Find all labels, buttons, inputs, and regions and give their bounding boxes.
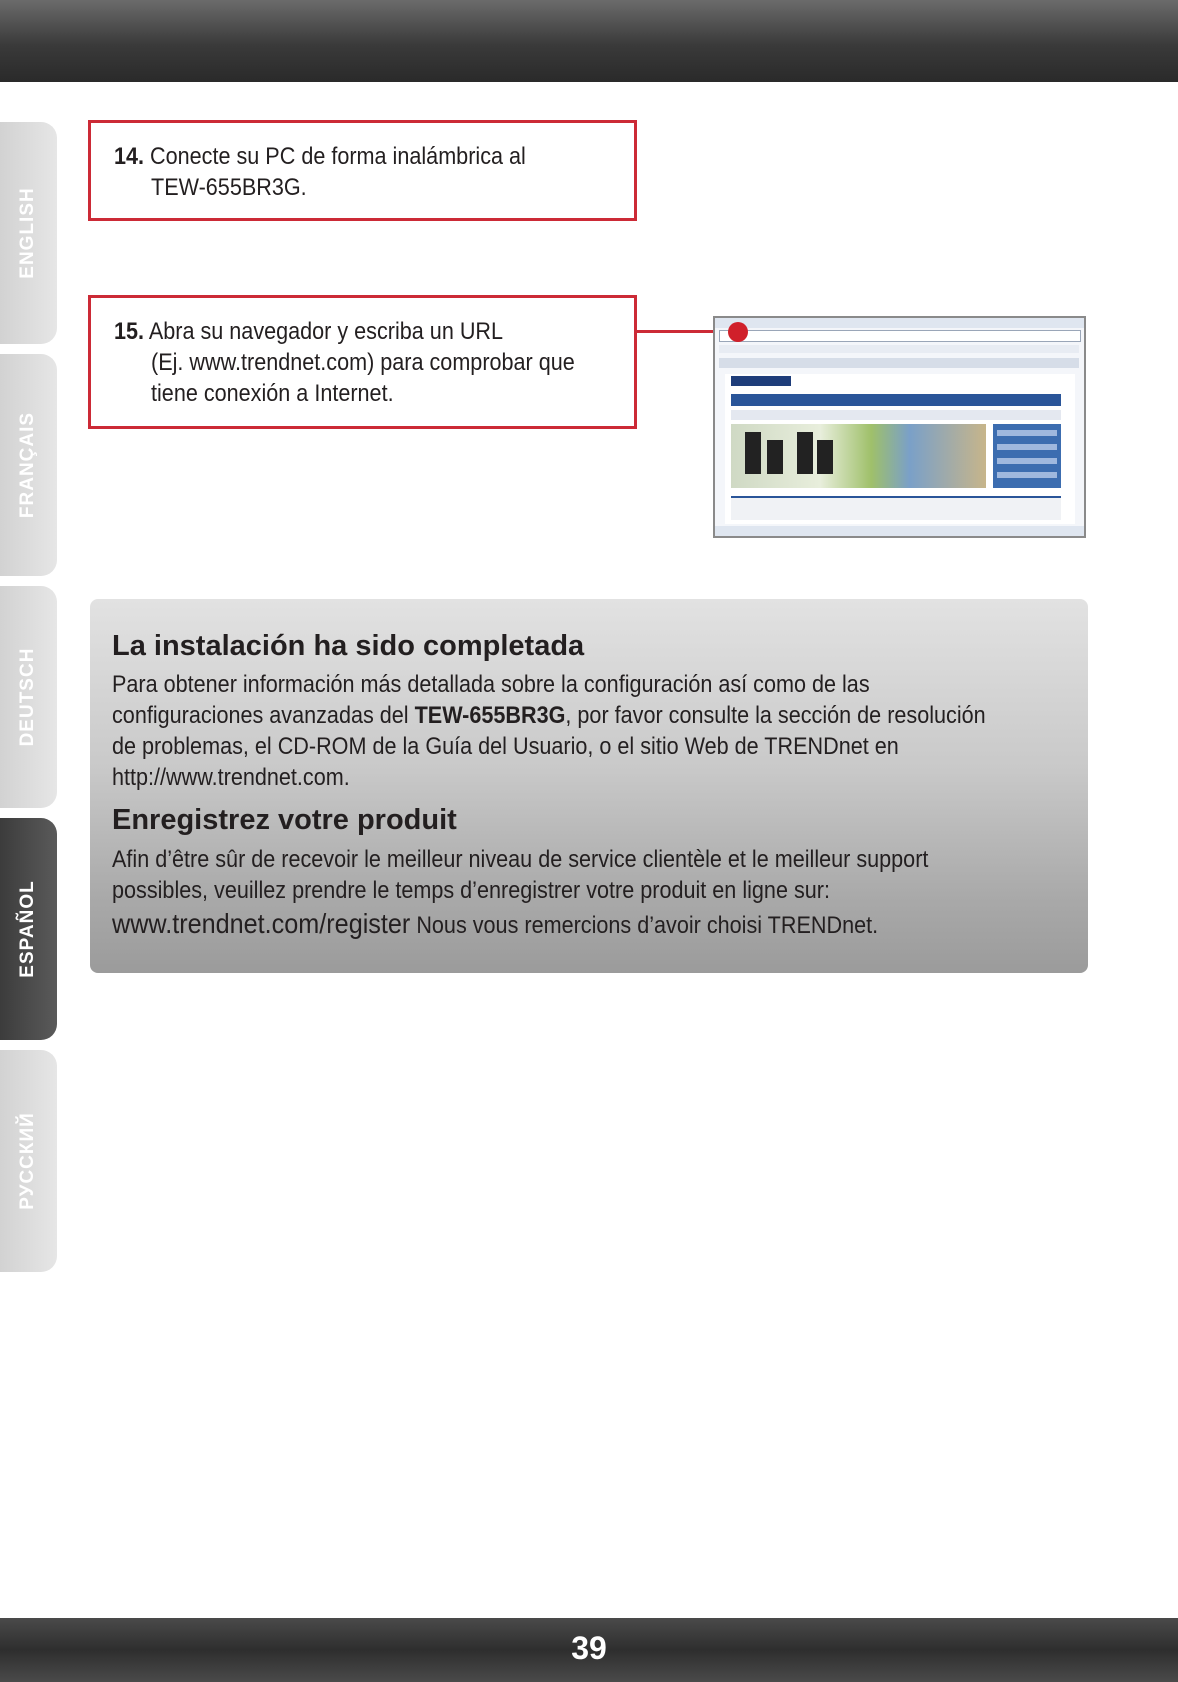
browser-titlebar	[715, 318, 1084, 328]
tab-francais[interactable]	[0, 354, 57, 576]
completion-info-box	[90, 599, 1088, 973]
step-14-text-1: Conecte su PC de forma inalámbrica al	[150, 143, 526, 170]
tab-russian[interactable]	[0, 1050, 57, 1272]
site-logo	[731, 376, 791, 386]
tab-deutsch[interactable]	[0, 586, 57, 808]
thanks-text: Nous vous remercions d’avoir choisi TRENDnet.	[410, 912, 879, 939]
step-14-line-1	[114, 141, 573, 172]
info-para1-url: http://www.trendnet.com.	[112, 764, 350, 791]
browser-screenshot	[713, 316, 1086, 538]
router-image	[745, 432, 761, 474]
info-para2-line2: possibles, veuillez prendre le temps d’enregistrer votre produit en ligne sur:	[112, 877, 830, 904]
tab-espanol[interactable]	[0, 818, 57, 1040]
site-search	[731, 410, 1061, 420]
browser-tab-bar	[719, 358, 1079, 368]
info-para1-line3: de problemas, el CD-ROM de la Guía del Usuario, o el sitio Web de TRENDnet en	[112, 733, 899, 760]
footer-bar	[0, 1618, 1178, 1682]
site-nav	[731, 394, 1061, 406]
step-15-line-2: (Ej. www.trendnet.com) para comprobar que	[151, 349, 575, 376]
step-15-text-1: Abra su navegador y escriba un URL	[148, 318, 504, 345]
router-image	[817, 440, 833, 474]
header-bar	[0, 0, 1178, 82]
tab-francais-label: FRANÇAIS	[17, 411, 38, 519]
info-para2-line1: Afin d’être sûr de recevoir le meilleur niveau de service clientèle et le meilleur support	[112, 846, 929, 873]
router-image	[767, 440, 783, 474]
tab-english[interactable]	[0, 122, 57, 344]
site-news-row	[731, 496, 1061, 520]
tab-espanol-label: ESPAÑOL	[17, 880, 38, 978]
step-15-number: 15.	[114, 318, 145, 345]
step-14-line-2: TEW-655BR3G.	[151, 174, 307, 201]
step-15-line-1	[114, 316, 573, 347]
tab-deutsch-label: DEUTSCH	[17, 647, 38, 747]
site-sidebar	[993, 424, 1061, 488]
register-link[interactable]: www.trendnet.com/register	[112, 908, 411, 939]
info-para1-line1: Para obtener información más detallada sobre la configuración así como de las	[112, 671, 870, 698]
browser-address-bar	[719, 330, 1081, 342]
page-number: 39	[571, 1630, 607, 1666]
step-15-box	[88, 295, 637, 429]
tab-russian-label: РУССКИЙ	[17, 1112, 38, 1210]
step-15-line-3: tiene conexión a Internet.	[151, 380, 394, 407]
info-para1-line2-post: , por favor consulte la sección de resolución	[565, 702, 986, 729]
tab-english-label: ENGLISH	[17, 187, 38, 279]
info-para2-line3	[112, 908, 878, 941]
info-para1-line2-pre: configuraciones avanzadas del	[112, 702, 415, 729]
browser-statusbar	[715, 526, 1084, 536]
register-title: Enregistrez votre produit	[112, 804, 457, 836]
info-para1-line2	[112, 700, 986, 731]
router-image	[797, 432, 813, 474]
browser-page-content	[725, 374, 1075, 524]
installation-complete-title: La instalación ha sido completada	[112, 630, 585, 662]
model-name: TEW-655BR3G	[414, 702, 566, 729]
step-14-number: 14.	[114, 143, 145, 170]
callout-dot	[728, 322, 748, 342]
step-14-box	[88, 120, 637, 221]
site-banner	[731, 424, 986, 488]
browser-links-bar	[719, 345, 1079, 353]
